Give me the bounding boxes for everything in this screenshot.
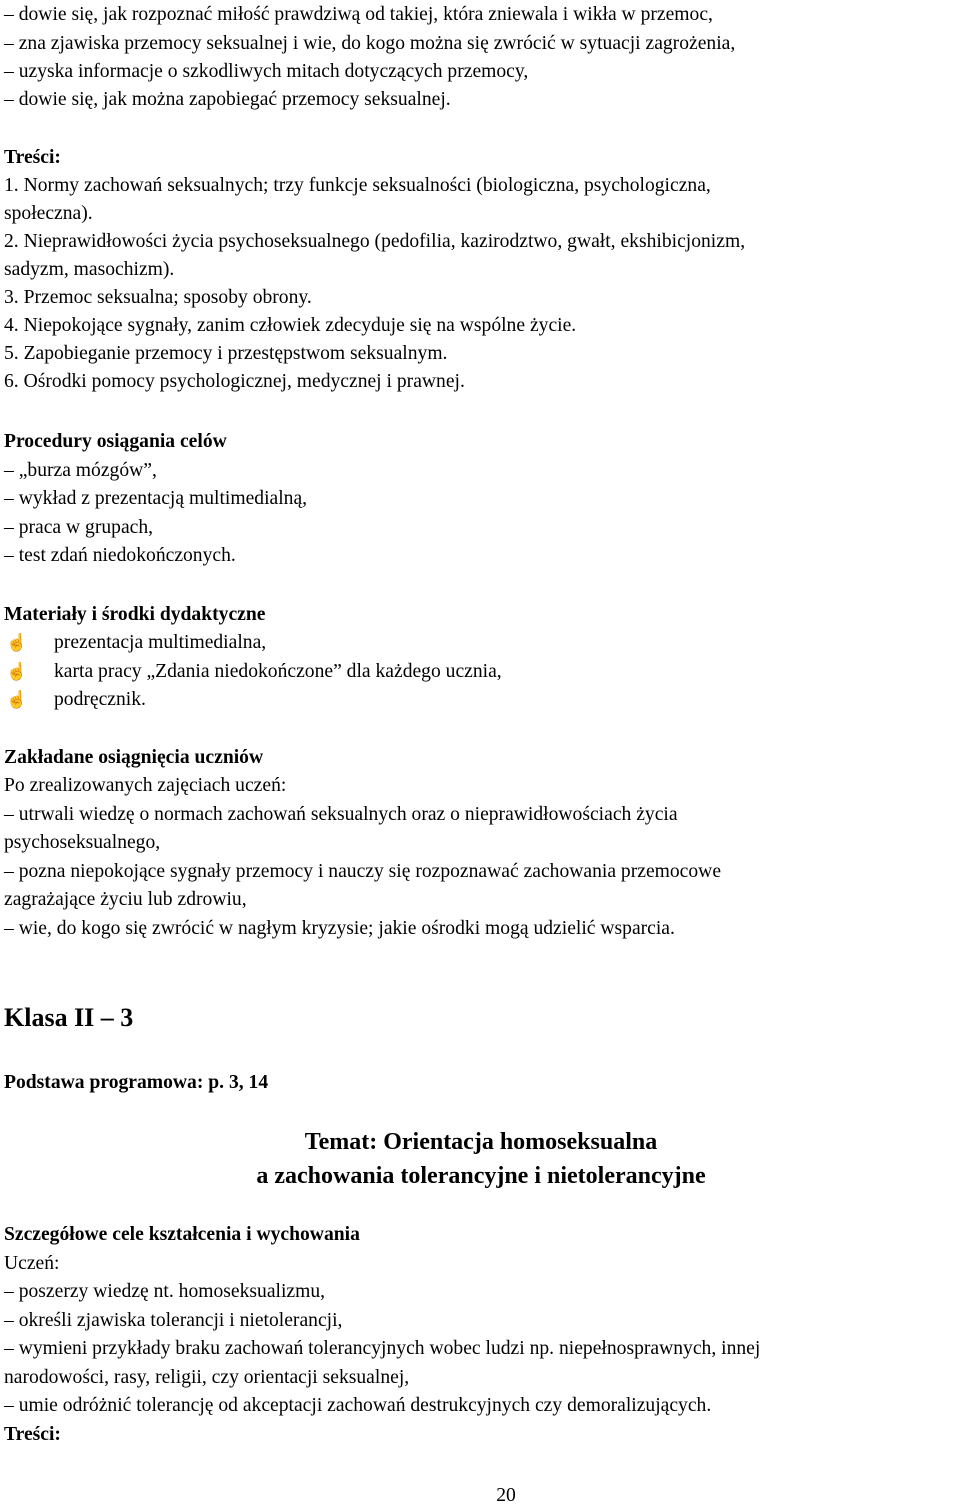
procedure-item: – wykład z prezentacją multimedialną,: [4, 487, 307, 511]
procedure-item: – test zdań niedokończonych.: [4, 544, 236, 568]
pointer-hand-icon: ☝: [6, 690, 28, 709]
goal-item: – zna zjawiska przemocy seksualnej i wie, do kogo można się zwrócić w sytuacji zagrożenia,: [4, 32, 735, 56]
achievement-line: psychoseksualnego,: [4, 832, 161, 853]
procedure-item: – praca w grupach,: [4, 516, 153, 540]
material-item-label: karta pracy „Zdania niedokończone” dla każdego ucznia,: [54, 661, 502, 682]
content-line: 1. Normy zachowań seksualnych; trzy funkcje seksualności (biologiczna, psychologiczna,: [4, 175, 711, 196]
achievement-line: – pozna niepokojące sygnały przemocy i nauczy się rozpoznawać zachowania przemocowe: [4, 860, 721, 884]
topic-title-line1: Temat: Orientacja homoseksualna: [304, 1129, 658, 1155]
achievement-line: – utrwali wiedzę o normach zachowań seksualnych oraz o nieprawidłowościach życia: [4, 803, 678, 827]
content-line: 6. Ośrodki pomocy psychologicznej, medycznej i prawnej.: [4, 371, 465, 392]
material-item: [4, 631, 266, 655]
goal-line: – wymieni przykłady braku zachowań tolerancyjnych wobec ludzi np. niepełnosprawnych, innej: [4, 1337, 760, 1361]
class-title: Klasa II – 3: [4, 1003, 134, 1032]
content-line: 5. Zapobieganie przemocy i przestępstwom seksualnym.: [4, 343, 448, 364]
page-number: 20: [496, 1485, 516, 1506]
section-intro: Uczeń:: [4, 1253, 60, 1274]
section-heading-procedury: Procedury osiągania celów: [4, 431, 227, 452]
section-heading-cele: Szczegółowe cele kształcenia i wychowania: [4, 1224, 360, 1245]
content-line: sadyzm, masochizm).: [4, 259, 175, 280]
material-item: [4, 660, 502, 684]
goal-item: – dowie się, jak rozpoznać miłość prawdziwą od takiej, która zniewala i wikła w przemoc,: [4, 3, 713, 27]
section-heading-materialy: Materiały i środki dydaktyczne: [4, 604, 266, 625]
content-line: społeczna).: [4, 203, 93, 224]
goal-line: – określi zjawiska tolerancji i nietolerancji,: [4, 1309, 342, 1333]
achievement-line: – wie, do kogo się zwrócić w nagłym kryzysie; jakie ośrodki mogą udzielić wsparcia.: [4, 917, 675, 941]
curriculum-basis: Podstawa programowa: p. 3, 14: [4, 1072, 269, 1093]
section-heading-osiagniecia: Zakładane osiągnięcia uczniów: [4, 747, 264, 768]
goal-line: – umie odróżnić tolerancję od akceptacji zachowań destrukcyjnych czy demoralizujących.: [4, 1394, 711, 1418]
goal-item: – dowie się, jak można zapobiegać przemocy seksualnej.: [4, 88, 451, 112]
goal-line: – poszerzy wiedzę nt. homoseksualizmu,: [4, 1280, 325, 1304]
section-heading-tresci: Treści:: [4, 1424, 61, 1445]
section-heading-tresci: Treści:: [4, 147, 61, 168]
pointer-hand-icon: ☝: [6, 662, 28, 681]
topic-title-line2: a zachowania tolerancyjne i nietolerancyjne: [256, 1163, 706, 1189]
material-item-label: prezentacja multimedialna,: [54, 632, 267, 653]
goal-item: – uzyska informacje o szkodliwych mitach dotyczących przemocy,: [4, 60, 528, 84]
goal-line: narodowości, rasy, religii, czy orientacji seksualnej,: [4, 1367, 410, 1388]
content-line: 2. Nieprawidłowości życia psychoseksualnego (pedofilia, kazirodztwo, gwałt, ekshibicjonizm,: [4, 231, 746, 252]
pointer-hand-icon: ☝: [6, 633, 28, 652]
content-line: 3. Przemoc seksualna; sposoby obrony.: [4, 287, 312, 308]
section-intro: Po zrealizowanych zajęciach uczeń:: [4, 775, 287, 796]
content-line: 4. Niepokojące sygnały, zanim człowiek zdecyduje się na wspólne życie.: [4, 315, 577, 336]
material-item: [4, 688, 146, 712]
procedure-item: – „burza mózgów”,: [4, 459, 157, 483]
material-item-label: podręcznik.: [54, 689, 146, 710]
achievement-line: zagrażające życiu lub zdrowiu,: [4, 889, 247, 910]
